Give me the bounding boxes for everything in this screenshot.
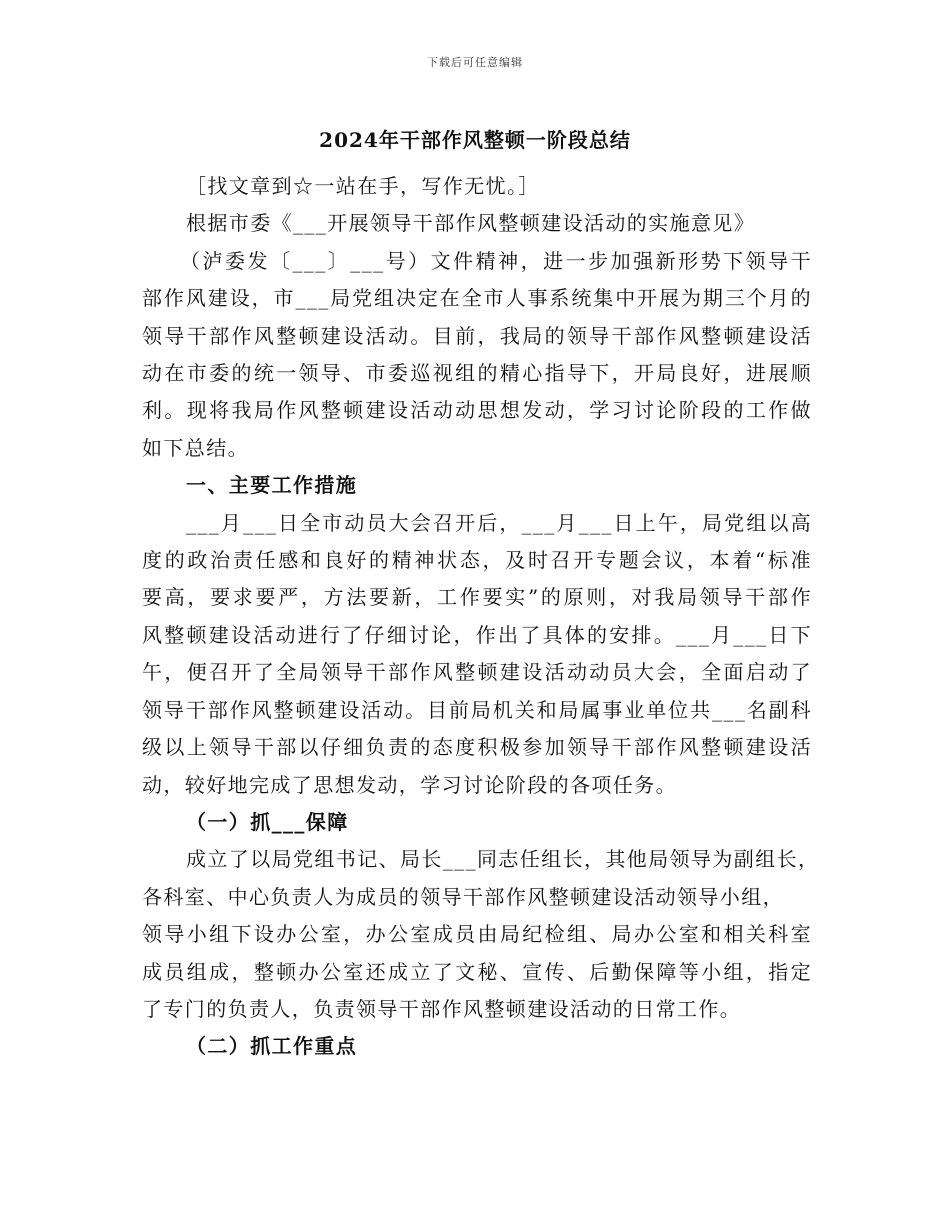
intro-tag: ［找文章到☆一站在手，写作无忧。］ xyxy=(186,174,540,198)
intro-line: 部作风建设，市___局党组决定在全市人事系统集中开展为期三个月的 xyxy=(142,286,812,311)
subsection-heading: （一）抓___保障 xyxy=(186,809,349,834)
document-body xyxy=(142,168,820,1066)
paragraph-line: 领导小组下设办公室，办公室成员由局纪检组、局办公室和相关科室 xyxy=(142,922,812,947)
intro-line: 利。现将我局作风整顿建设活动动思想发动，学习讨论阶段的工作做 xyxy=(142,398,812,423)
intro-line: 领导干部作风整顿建设活动。目前，我局的领导干部作风整顿建设活 xyxy=(142,323,812,348)
intro-line: 根据市委《___开展领导干部作风整顿建设活动的实施意见》 xyxy=(186,211,756,236)
paragraph-line: ___月___日全市动员大会召开后，___月___日上午，局党组以高 xyxy=(186,510,812,535)
paragraph-line: 级以上领导干部以仔细负责的态度积极参加领导干部作风整顿建设活 xyxy=(142,735,812,760)
paragraph-line: 度的政治责任感和良好的精神状态，及时召开专题会议，本着“标准 xyxy=(142,548,812,573)
paragraph-line: 成立了以局党组书记、局长___同志任组长，其他局领导为副组长， xyxy=(186,847,820,872)
paragraph-line: 成员组成，整顿办公室还成立了文秘、宣传、后勤保障等小组，指定 xyxy=(142,959,812,984)
paragraph-line: 动，较好地完成了思想发动，学习讨论阶段的各项任务。 xyxy=(142,772,677,797)
paragraph-line: 风整顿建设活动进行了仔细讨论，作出了具体的安排。___月___日下 xyxy=(142,622,812,647)
subsection-heading: （二）抓工作重点 xyxy=(186,1034,358,1059)
paragraph-line: 各科室、中心负责人为成员的领导干部作风整顿建设活动领导小组， xyxy=(142,884,784,909)
intro-line: 动在市委的统一领导、市委巡视组的精心指导下，开局良好，进展顺 xyxy=(142,361,812,386)
intro-line: 如下总结。 xyxy=(142,435,249,460)
document-title: 2024年干部作风整顿一阶段总结 xyxy=(319,128,631,152)
paragraph-line: 要高，要求要严，方法要新，工作要实”的原则，对我局领导干部作 xyxy=(142,585,812,610)
paragraph-line: 午，便召开了全局领导干部作风整顿建设活动动员大会，全面启动了 xyxy=(142,660,812,685)
intro-line: （泸委发〔___〕___号）文件精神，进一步加强新形势下领导干 xyxy=(180,248,812,273)
header-note: 下载后可任意编辑 xyxy=(427,56,523,69)
paragraph-line: 了专门的负责人，负责领导干部作风整顿建设活动的日常工作。 xyxy=(142,996,742,1021)
section-heading: 一、主要工作措施 xyxy=(186,473,358,498)
paragraph-line: 领导干部作风整顿建设活动。目前局机关和局属事业单位共___名副科 xyxy=(142,697,812,722)
